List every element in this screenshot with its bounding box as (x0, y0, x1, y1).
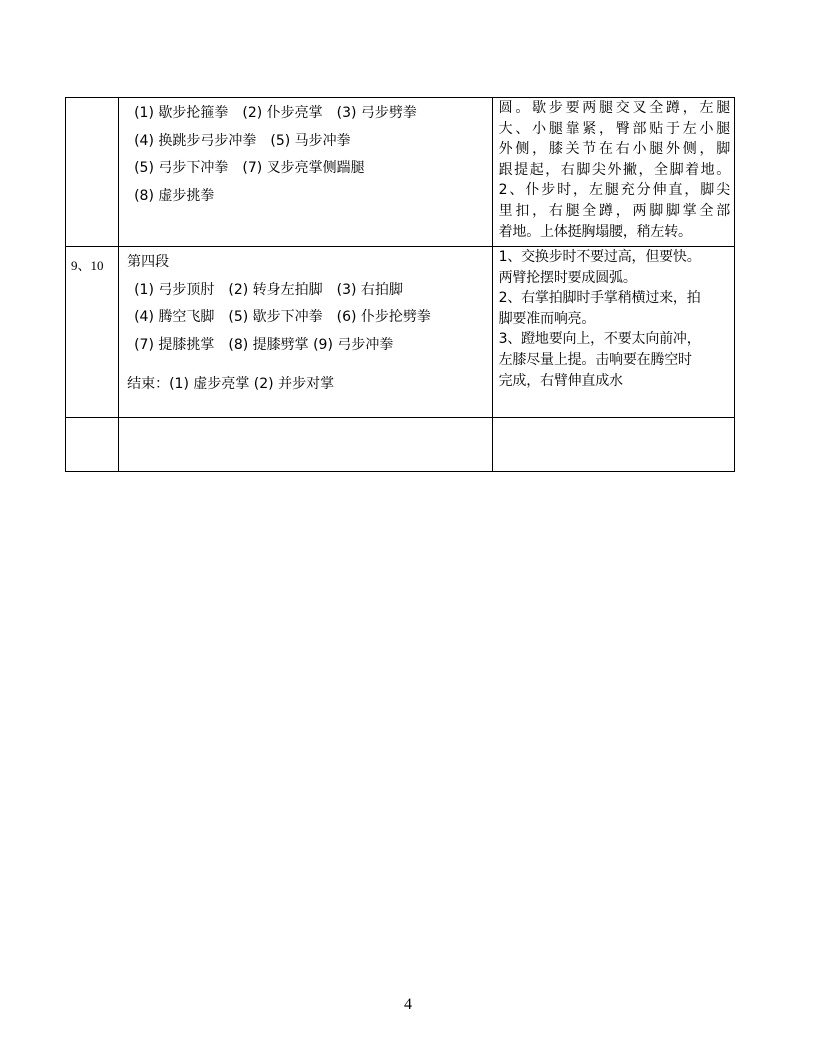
spacer (127, 359, 492, 371)
move-line: (4) 腾空飞脚 (5) 歇步下冲拳 (6) 仆步抡劈拳 (134, 309, 431, 325)
note-line: 脚要准而响亮。 (498, 310, 596, 327)
note-line: 两臂抡摆时要成圆弧。 (498, 269, 637, 286)
move-line: (5) 弓步下冲拳 (7) 叉步亮掌侧踹腿 (134, 160, 365, 176)
page-number: 4 (404, 996, 412, 1013)
ending-line: 结束：(1) 虚步亮掌 (2) 并步对掌 (127, 376, 335, 392)
notes-cell (492, 247, 734, 418)
note-line: 外侧，膝关节在右小腿外侧，脚 (498, 141, 730, 158)
empty-cell (492, 418, 734, 472)
note-line: 大、小腿靠紧，臀部贴于左小腿 (498, 120, 730, 137)
move-line: (7) 提膝挑掌 (8) 提膝劈掌 (9) 弓步冲拳 (134, 336, 394, 353)
period-number-cell (66, 98, 119, 247)
section-heading: 第四段 (127, 254, 170, 270)
note-line: 完成，右臂伸直成水 (498, 372, 623, 389)
notes-cell (492, 98, 734, 247)
note-line: 跟提起，右脚尖外撇，全脚着地。 (498, 161, 730, 178)
empty-cell (119, 418, 493, 472)
note-line: 着地。上体挺胸塌腰，稍左转。 (498, 223, 692, 240)
note-line: 1、交换步时不要过高，但要快。 (498, 249, 701, 265)
routine-table (65, 97, 735, 472)
move-line: (8) 虚步挑拳 (134, 187, 215, 204)
note-line: 里扣，右腿全蹲，两脚脚掌全部 (498, 202, 730, 219)
moves-cell (119, 247, 493, 418)
move-line: (1) 歇步抡箍拳 (2) 仆步亮掌 (3) 弓步劈拳 (134, 105, 417, 121)
empty-cell (66, 418, 119, 472)
note-line: 左膝尽量上提。击响要在腾空时 (498, 351, 692, 368)
period-number-cell: 9、10 (66, 247, 119, 418)
note-line: 3、蹬地要向上，不要太向前冲， (498, 331, 701, 348)
table-row (66, 247, 735, 418)
move-line: (4) 换跳步弓步冲拳 (5) 马步冲拳 (134, 132, 351, 149)
table-row (66, 98, 735, 247)
moves-cell (119, 98, 493, 247)
note-line: 2、右掌拍脚时手掌稍横过来，拍 (498, 290, 701, 307)
table-row (66, 418, 735, 472)
move-line: (1) 弓步顶肘 (2) 转身左拍脚 (3) 右拍脚 (134, 281, 403, 298)
note-line: 圆。歇步要两腿交叉全蹲，左腿 (498, 100, 730, 116)
note-line: 2、仆步时，左腿充分伸直，脚尖 (498, 182, 730, 199)
